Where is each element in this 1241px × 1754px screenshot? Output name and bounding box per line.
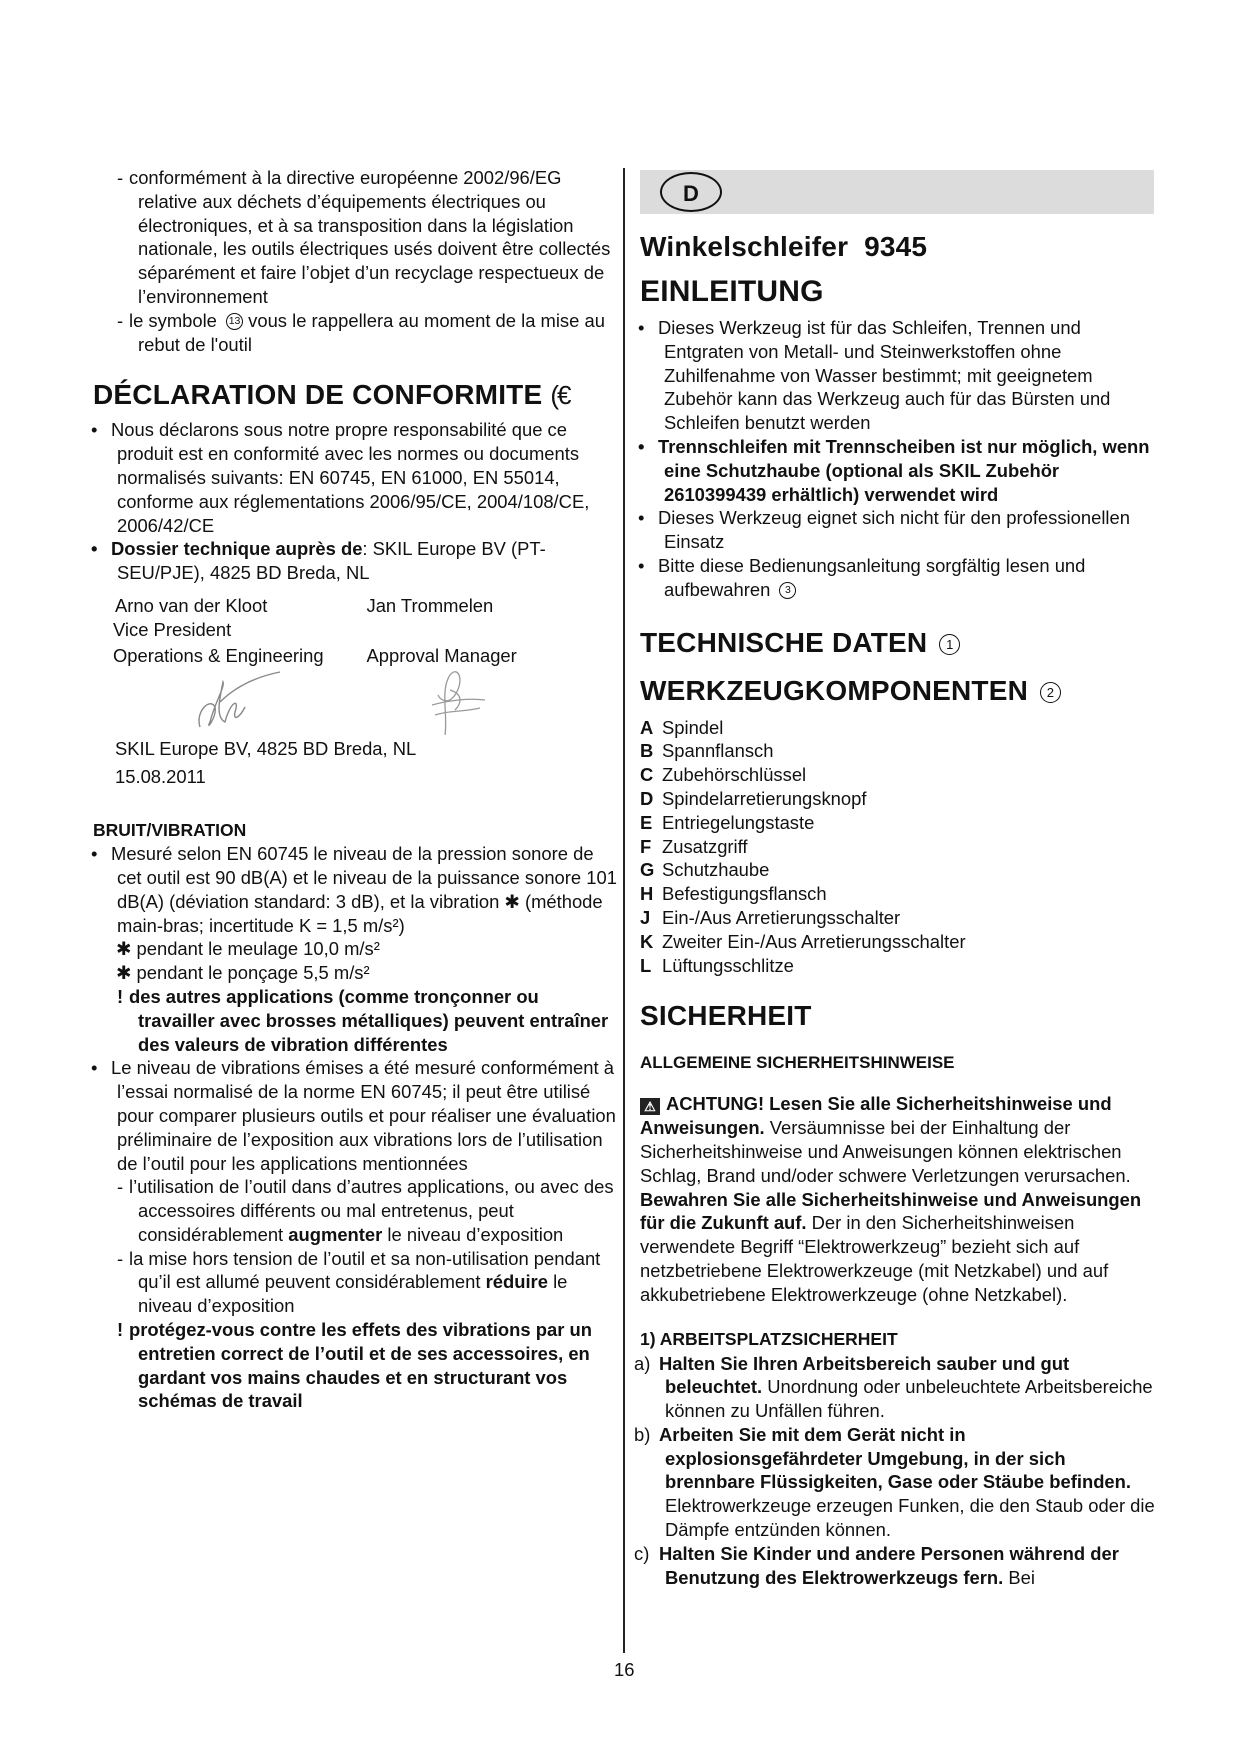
component-item: F Zusatzgriff (640, 835, 748, 857)
component-item: H Befestigungsflansch (640, 883, 827, 905)
warning-item: ! protégez-vous contre les effets des vibrations par un entretien correct de l’outil et de ses accessoires, en gardant vos mains chaudes et en structurant vos schémas de travail (117, 1319, 592, 1412)
list-item: a) Halten Sie Ihren Arbeitsbereich sauber und gut beleuchtet. Unordnung oder unbeleuchtete Arbeitsbereiche können zu Unfällen führen. (634, 1352, 1153, 1422)
right-column (634, 170, 1160, 1589)
signer-1: Arno van der Kloot Vice President Operations & Engineering (113, 594, 324, 666)
component-item: B Spannflansch (640, 740, 774, 762)
warning-item: ! des autres applications (comme tronçonner ou travailler avec brosses métalliques) peuvent entraîner des valeurs de vibration différentes (117, 985, 609, 1055)
components-heading: WERKZEUGKOMPONENTEN 2 (640, 675, 1160, 707)
declaration-footer: SKIL Europe BV, 4825 BD Breda, NL 15.08.2011 (115, 737, 417, 788)
signature-area (93, 668, 618, 737)
left-column (93, 166, 618, 1413)
noise-body: • Mesuré selon EN 60745 le niveau de la pression sonore de cet outil est 90 dB(A) et le niveau de la puissance sonore 101 dB(A) (déviation standard: 3 dB), et la vibration ✱ (méthode main-bras; incertitude K = 1,5 m/s²) ✱ pendant le meulage 10,0 m/s² ✱ pendant le ponçage 5,5 m/s² ! des autres applications (comme tronçonner ou travailler avec brosses métalliques) peuvent entraîner des valeurs de vibration différentes • Le niveau de vibrations émises a été mesuré conformément à l’essai normalisé de la norme EN 60745; il peut être utilisé pour comparer plusieurs outils et pour réaliser une évaluation préliminaire de l’exposition aux vibrations lors de l’utilisation de l’outil pour les applications mentionnées - l’utilisation de l’outil dans d’autres applications, ou avec des accessoires différents ou mal entretenus, peut considérablement augmenter le niveau d’exposition - la mise hors tension de l’outil et sa non-utilisation pendant qu’il est allumé peuvent considérablement réduire le niveau d’exposition ! protégez-vous contre les effets des vibrations par un entretien correct de l’outil et de ses accessoires, en gardant vos mains chaudes et en structurant vos schémas de travail (91, 843, 617, 1412)
signature-2 (410, 660, 500, 740)
signers (93, 594, 618, 668)
page-number: 16 (614, 1659, 635, 1680)
declaration-body (93, 418, 618, 585)
list-item: • Nous déclarons sous notre propre responsabilité que ce produit est en conformité avec les normes ou documents normalisés suivants: EN 60745, EN 61000, EN 55014, conforme aux réglementations 2006/95/CE, 2004/108/CE, 2006/42/CE (91, 419, 590, 536)
list-item: c) Halten Sie Kinder und andere Personen während der Benutzung des Elektrowerkzeugs fern. Bei (634, 1542, 1119, 1588)
components-list (640, 716, 1160, 978)
tech-data-heading: TECHNISCHE DATEN 1 (640, 627, 1160, 659)
component-item: C Zubehörschlüssel (640, 764, 807, 786)
component-item: E Entriegelungstaste (640, 811, 815, 833)
list-item: • Dossier technique auprès de: SKIL Europe BV (PT-SEU/PJE), 4825 BD Breda, NL (91, 538, 546, 584)
component-item: K Zweiter Ein-/Aus Arretierungsschalter (640, 930, 966, 952)
declaration-heading: DÉCLARATION DE CONFORMITE (€ (93, 379, 570, 411)
list-item: - l’utilisation de l’outil dans d’autres applications, ou avec des accessoires différents ou mal entretenus, peut considérablement augmenter le niveau d’exposition (117, 1176, 614, 1245)
reference-number-icon: 2 (1040, 682, 1061, 703)
list-item: - la mise hors tension de l’outil et sa non-utilisation pendant qu’il est allumé peuvent considérablement réduire le niveau d’exposition (117, 1247, 601, 1317)
list-item: - le symbole 13 vous le rappellera au moment de la mise au rebut de l'outil (117, 309, 605, 355)
signature-1 (185, 662, 285, 737)
component-item: A Spindel (640, 716, 724, 738)
list-item: b) Arbeiten Sie mit dem Gerät nicht in explosionsgefährdeter Umgebung, in der sich brennbare Flüssigkeiten, Gase oder Stäube befinden. Elektrowerkzeuge erzeugen Funken, die den Staub oder die Dämpfe entzünden können. (634, 1423, 1155, 1541)
component-item: L Lüftungsschlitze (640, 954, 794, 976)
list-item: • Bitte diese Bedienungsanleitung sorgfältig lesen und aufbewahren 3 (638, 554, 1086, 600)
list-item: • Trennschleifen mit Trennscheiben ist nur möglich, wenn eine Schutzhaube (optional als SKIL Zubehör 2610399439 erhältlich) verwendet wird (638, 435, 1150, 505)
list-item: • Dieses Werkzeug eignet sich nicht für den professionellen Einsatz (638, 507, 1130, 553)
language-badge: D (660, 172, 722, 212)
safety-warning: ⚠ ACHTUNG! Lesen Sie alle Sicherheitshinweise und Anweisungen. Versäumnisse bei der Einhaltung der Sicherheitshinweise und Anweisungen können elektrischen Schlag, Brand und/oder schwere Verletzungen verursachen. Bewahren Sie alle Sicherheitshinweise und Anweisungen für die Zukunft auf. Der in den Sicherheitshinweisen verwendete Begriff “Elektrowerkzeug” bezieht sich auf netzbetriebene Elektrowerkzeuge (mit Netzkabel) und auf akkubetriebene Elektrowerkzeuge (ohne Netzkabel). (640, 1093, 1142, 1305)
reference-number-icon: 3 (779, 582, 796, 599)
product-title: Winkelschleifer 9345 (640, 231, 928, 262)
reference-number-icon: 13 (226, 313, 243, 330)
warning-triangle-icon: ⚠ (640, 1098, 660, 1115)
reference-number-icon: 1 (939, 634, 960, 655)
workplace-safety-heading: 1) ARBEITSPLATZSICHERHEIT (640, 1328, 898, 1349)
safety-heading: SICHERHEIT (640, 1000, 812, 1032)
ce-mark-icon: (€ (550, 380, 570, 411)
intro-body (640, 316, 1160, 602)
list-item: • Le niveau de vibrations émises a été mesuré conformément à l’essai normalisé de la norme EN 60745; il peut être utilisé pour comparer plusieurs outils et pour réaliser une évaluation préliminaire de l’exposition aux vibrations lors de l’utilisation de l’outil pour les applications mentionnées (91, 1057, 616, 1174)
noise-vibration-heading: BRUIT/VIBRATION (93, 820, 247, 841)
intro-heading: EINLEITUNG (640, 275, 824, 308)
component-item: D Spindelarretierungsknopf (640, 787, 867, 809)
general-safety-heading: ALLGEMEINE SICHERHEITSHINWEISE (640, 1053, 955, 1073)
component-item: J Ein-/Aus Arretierungsschalter (640, 906, 901, 928)
workplace-safety-list (634, 1352, 1160, 1590)
column-divider (623, 168, 625, 1653)
language-bar (640, 170, 1154, 214)
list-item: - conformément à la directive européenne 2002/96/EG relative aux déchets d’équipements électriques ou électroniques, et à sa transposition dans la législation nationale, les outils électriques usés doivent être collectés séparément et faire l’objet d’un recyclage respectueux de l’environnement (117, 167, 611, 307)
component-item: G Schutzhaube (640, 859, 770, 881)
list-item: • Mesuré selon EN 60745 le niveau de la pression sonore de cet outil est 90 dB(A) et le niveau de la puissance sonore 101 dB(A) (déviation standard: 3 dB), et la vibration ✱ (méthode main-bras; incertitude K = 1,5 m/s²) (91, 843, 617, 936)
recycling-list (93, 166, 618, 356)
list-item: • Dieses Werkzeug ist für das Schleifen, Trennen und Entgraten von Metall- und Steinwerkstoffen ohne Zuhilfenahme von Wasser bestimmt; mit geeignetem Zubehör kann das Werkzeug auch für das Bürsten und Schleifen benutzt werden (638, 317, 1111, 434)
signer-2: Jan Trommelen Approval Manager (366, 594, 517, 666)
